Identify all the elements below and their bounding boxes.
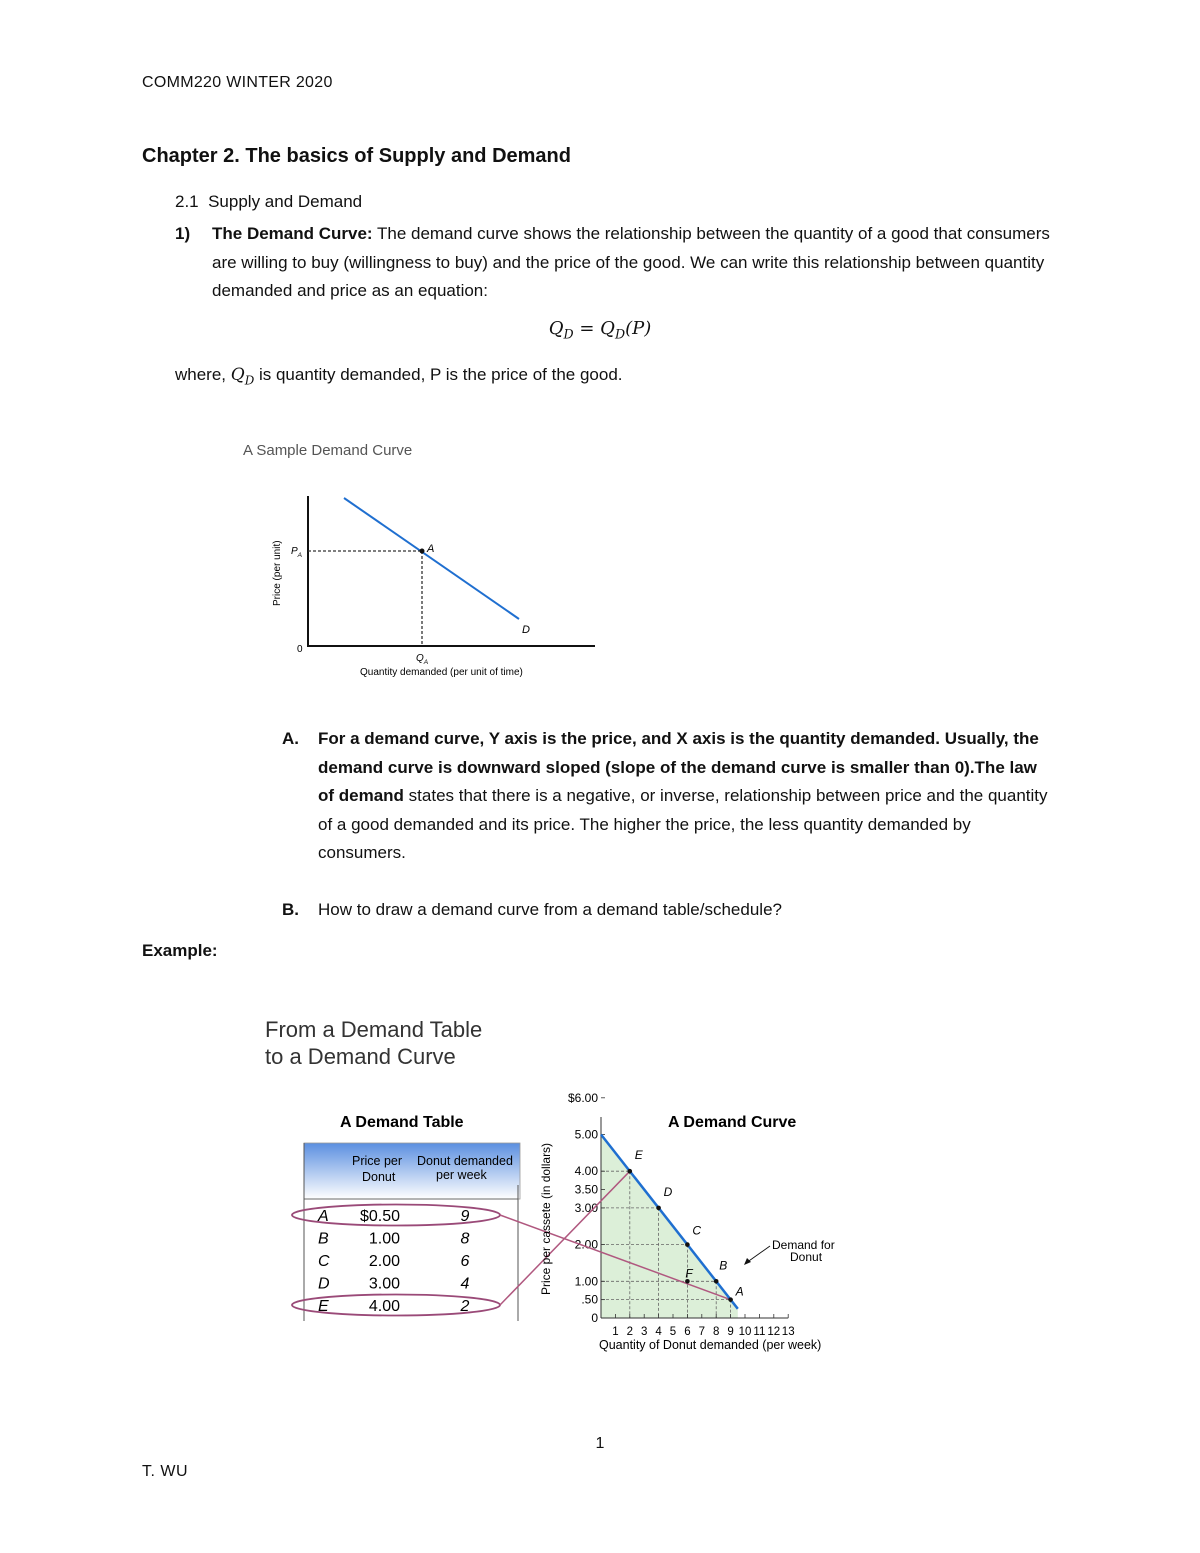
table-row-label: D [318,1275,330,1293]
page-number: 1 [595,1435,605,1452]
sample-demand-curve-figure [240,436,610,686]
chart-x-tick-label: 5 [669,1326,677,1338]
chart-x-tick-label: 7 [698,1326,706,1338]
chart-x-tick-label: 4 [655,1326,662,1338]
where-post: is quantity demanded, P is the price of the good. [254,365,623,384]
demand-curve-definition [175,220,1055,306]
where-text [175,365,623,387]
where-symbol: $Q_D$ [230,365,255,388]
table-header-bg [304,1143,520,1199]
chart-x-tick-label: 6 [684,1326,691,1338]
figure1-demand-line [344,498,519,619]
table-col2-header-line1: Donut demanded [417,1154,513,1168]
figure1-point-label: A [427,543,435,555]
chart-legend-arrow [746,1246,770,1263]
chart-x-tick-label: 8 [712,1326,720,1338]
chart-point-label: E [634,1148,643,1163]
chart-ylabel: Price per cassete (in dollars) [539,1142,553,1295]
chart-point-label: C [692,1223,702,1238]
item-number: 1) [175,224,191,243]
chart-legend-arrowhead [744,1258,751,1265]
figure1-price-label: $P_A$ [291,546,303,559]
table-row-qty: 8 [460,1230,470,1248]
chart-legend-line1: Demand for [772,1238,835,1252]
chart-x-tick-label: 13 [781,1326,795,1338]
item-text: The demand curve shows the relationship between the quantity of a good that consumers are willing to buy (willingness to buy) and the price of the good. We can write this relationship between quantity demanded and price as an equation: [212,224,1050,300]
section-title: Supply and Demand [208,192,363,211]
demand-equation: $Q_D = Q_D(P)$ [548,318,652,342]
list-a-text: states that there is a negative, or inverse, relationship between price and the quantity of a good demanded and its price. The higher the price, the less quantity demanded by consumers. [318,786,1048,862]
figure1-origin: 0 [297,644,303,655]
chart-y-tick-label: $6.00 [567,1090,598,1105]
table-col1-header-line1: Price per [352,1154,403,1168]
figure1-curve-label: D [522,624,530,636]
chart-x-tick-label: 3 [640,1326,648,1338]
table-col2-header-line2: per week [436,1168,487,1182]
table-row-qty: 2 [460,1298,470,1315]
chart-y-tick-label: 5.00 [574,1127,598,1142]
chart-title: A Demand Curve [668,1114,797,1131]
table-row-label: C [318,1253,330,1270]
chart-legend-line2: Donut [790,1250,823,1264]
figure1-point-a [420,549,425,554]
table-row-qty: 6 [460,1253,470,1270]
example-label: Example: [142,941,218,960]
chart-y-tick-label: .50 [581,1292,598,1307]
table-rows [292,1205,500,1316]
chart-y-tick-label: 3.00 [574,1200,598,1215]
chart-point-label: A [735,1284,744,1299]
list-a-mark: A. [282,729,299,748]
table-row-price: 1.00 [368,1230,400,1248]
table-row-label: B [318,1230,329,1248]
chart-y-tick-label: 0 [591,1311,598,1325]
list-item-b [282,896,1057,925]
chart-point [685,1242,690,1247]
section-number: 2.1 [175,192,199,211]
chart-xlabel: Quantity of Donut demanded (per week) [599,1338,822,1352]
chart-point [628,1169,633,1174]
chart-point-label: B [719,1258,728,1273]
item-term: The Demand Curve: [212,224,373,243]
figure1-quantity-label: $Q_A$ [416,653,429,666]
table-col1-header-line2: Donut [362,1170,396,1184]
list-a-bold: For a demand curve, Y axis is the price, and X axis is the quantity demanded. Usually, the demand curve is downward sloped (slope of the demand curve is smaller than 0).The law of demand [318,729,1039,805]
figure2-title-line2: to a Demand Curve [265,1044,456,1069]
where-pre: where, [175,365,231,384]
chart-point [656,1206,661,1211]
chart-x-tick-label: 2 [626,1326,634,1338]
chart-point-f-label: F [685,1266,693,1281]
chart-y-tick-label: 2.00 [574,1237,598,1252]
page-header: COMM220 WINTER 2020 [142,74,333,91]
table-row-price: 4.00 [368,1298,400,1315]
table-title: A Demand Table [340,1114,464,1131]
list-b-mark: B. [282,900,299,919]
table-row-price: $0.50 [359,1208,400,1225]
chart-point [728,1297,733,1302]
table-row-qty: 4 [460,1275,470,1293]
table-row-label: A [318,1208,329,1225]
page-footer: T. WU [142,1463,189,1480]
chart-point-label: D [663,1184,673,1199]
chart-x-tick-label: 12 [767,1326,781,1338]
chart-y-tick-label: 3.50 [574,1182,598,1197]
table-row-label: E [318,1298,329,1315]
chart-x-tick-label: 11 [753,1326,766,1338]
chart-x-tick-label: 10 [738,1326,752,1338]
chart-y-tick-label: 4.00 [574,1164,598,1179]
table-row-price: 3.00 [368,1275,400,1293]
demand-table-to-curve-figure [260,1005,860,1370]
list-item-a [282,725,1057,868]
table-row-qty: 9 [460,1208,470,1225]
chart-x-tick-label: 9 [727,1326,734,1338]
chart-y-tick-label: 1.00 [574,1274,598,1289]
figure1-ylabel: Price (per unit) [272,540,283,606]
demand-curve-chart [500,1091,835,1352]
figure1-xlabel: Quantity demanded (per unit of time) [360,667,523,678]
chapter-title: Chapter 2. The basics of Supply and Demand [142,145,571,167]
chart-point [714,1279,719,1284]
figure1-title: A Sample Demand Curve [243,442,413,459]
table-row-price: 2.00 [368,1253,400,1270]
section-heading [175,192,362,212]
chart-x-tick-label: 1 [612,1326,619,1338]
figure2-title-line1: From a Demand Table [265,1017,483,1042]
list-b-text: How to draw a demand curve from a demand table/schedule? [318,900,782,919]
